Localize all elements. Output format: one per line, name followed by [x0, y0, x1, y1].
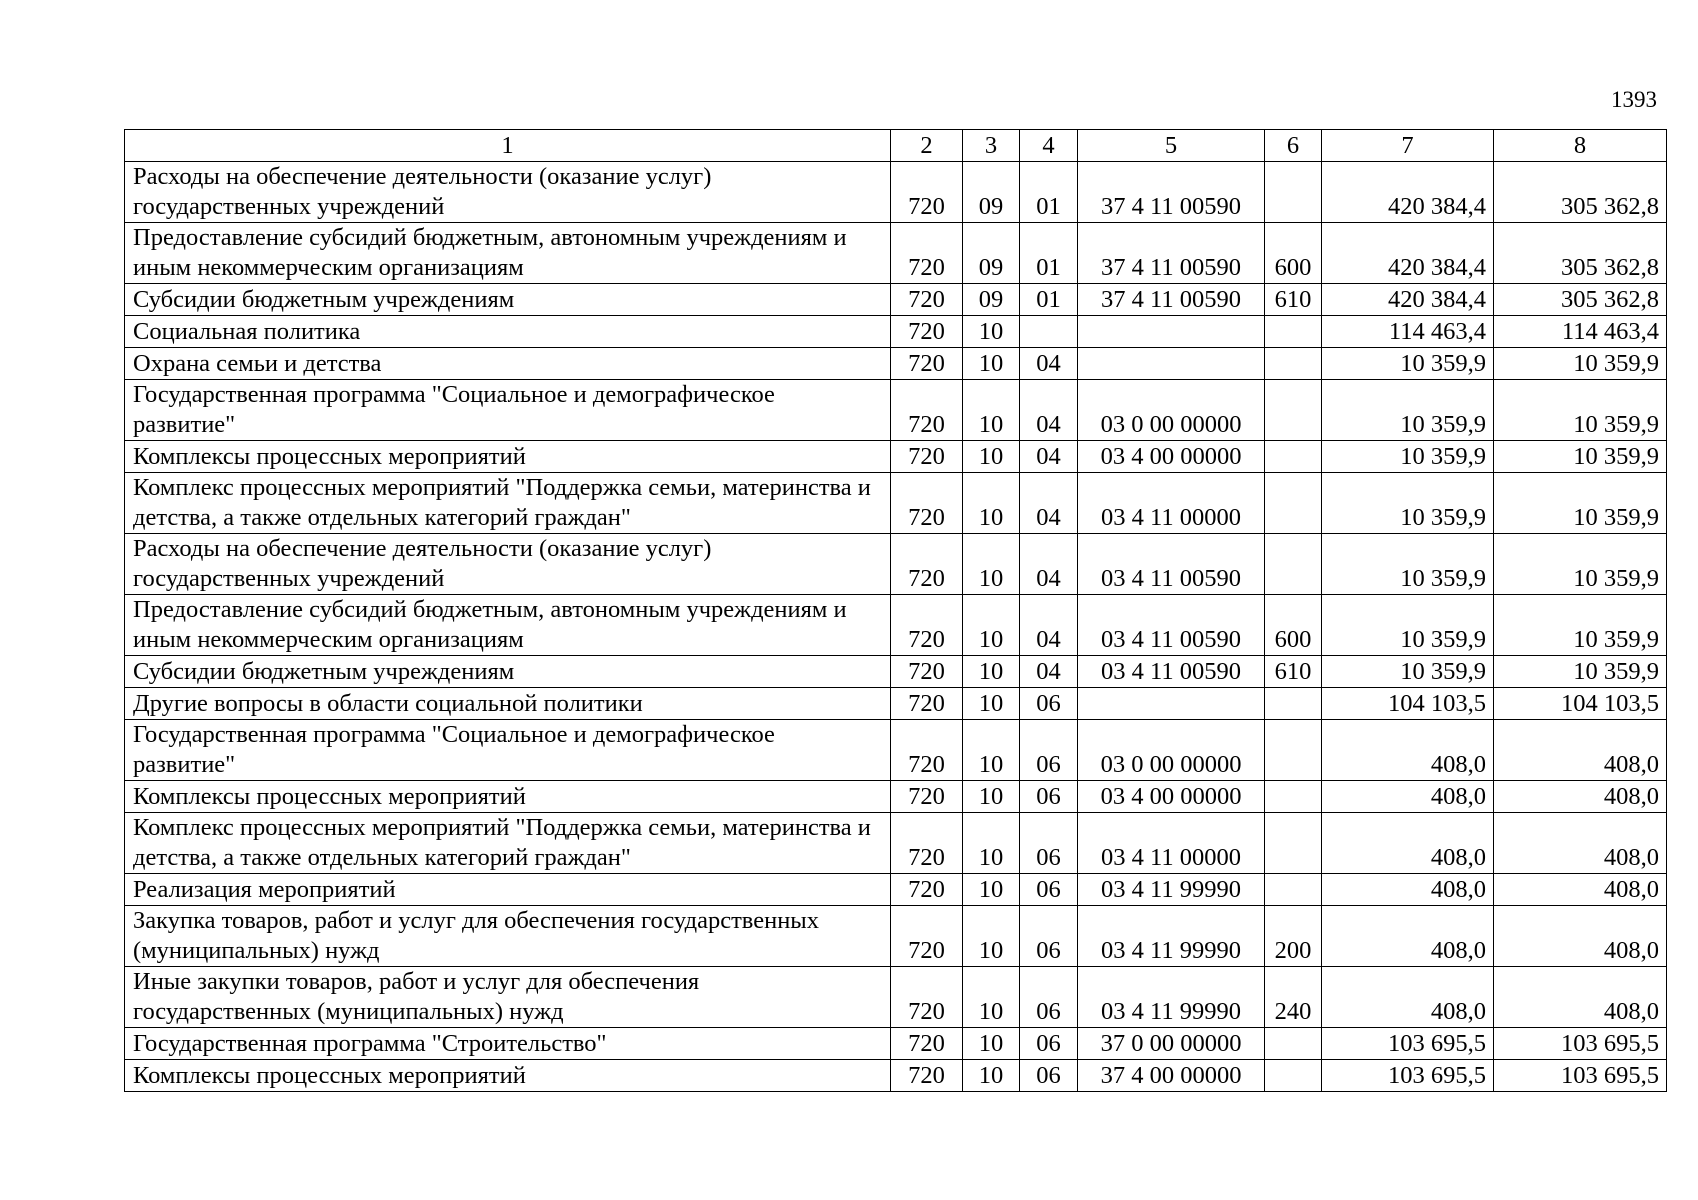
cell-section: 10 [963, 720, 1020, 781]
cell-ministry-code: 720 [891, 906, 963, 967]
cell-amount-col7: 10 359,9 [1322, 473, 1494, 534]
column-header: 1 [125, 130, 891, 162]
cell-target-article [1078, 348, 1265, 380]
table-row [125, 1060, 1667, 1092]
cell-target-article: 37 4 11 00590 [1078, 284, 1265, 316]
cell-target-article: 03 4 11 99990 [1078, 967, 1265, 1028]
table-row [125, 720, 1667, 781]
cell-ministry-code: 720 [891, 595, 963, 656]
table-row [125, 967, 1667, 1028]
column-header: 8 [1494, 130, 1667, 162]
cell-subsection: 06 [1020, 720, 1078, 781]
cell-ministry-code: 720 [891, 688, 963, 720]
cell-amount-col7: 10 359,9 [1322, 380, 1494, 441]
cell-ministry-code: 720 [891, 1028, 963, 1060]
row-description: Комплексы процессных мероприятий [125, 781, 891, 813]
cell-target-article: 37 4 00 00000 [1078, 1060, 1265, 1092]
cell-target-article [1078, 316, 1265, 348]
column-header: 6 [1265, 130, 1322, 162]
cell-amount-col8: 10 359,9 [1494, 473, 1667, 534]
cell-subsection: 04 [1020, 656, 1078, 688]
cell-section: 10 [963, 595, 1020, 656]
cell-subsection: 01 [1020, 162, 1078, 223]
cell-amount-col7: 104 103,5 [1322, 688, 1494, 720]
row-description: Субсидии бюджетным учреждениям [125, 284, 891, 316]
cell-amount-col7: 408,0 [1322, 874, 1494, 906]
cell-amount-col7: 408,0 [1322, 813, 1494, 874]
cell-expense-type [1265, 781, 1322, 813]
row-description: Комплекс процессных мероприятий "Поддержка семьи, материнства и детства, а также отдельных категорий граждан" [125, 473, 891, 534]
table-row [125, 595, 1667, 656]
cell-expense-type [1265, 441, 1322, 473]
cell-section: 10 [963, 348, 1020, 380]
row-description: Закупка товаров, работ и услуг для обеспечения государственных (муниципальных) нужд [125, 906, 891, 967]
row-description: Предоставление субсидий бюджетным, автономным учреждениям и иным некоммерческим организациям [125, 223, 891, 284]
row-description: Предоставление субсидий бюджетным, автономным учреждениям и иным некоммерческим организациям [125, 595, 891, 656]
cell-section: 09 [963, 162, 1020, 223]
cell-section: 10 [963, 688, 1020, 720]
cell-subsection: 06 [1020, 967, 1078, 1028]
table-row [125, 441, 1667, 473]
table-row [125, 534, 1667, 595]
table-row [125, 906, 1667, 967]
row-description: Комплексы процессных мероприятий [125, 441, 891, 473]
cell-expense-type [1265, 1028, 1322, 1060]
cell-expense-type: 610 [1265, 284, 1322, 316]
table-row [125, 223, 1667, 284]
table-row [125, 284, 1667, 316]
cell-target-article: 03 4 11 00590 [1078, 656, 1265, 688]
cell-expense-type [1265, 1060, 1322, 1092]
cell-subsection [1020, 316, 1078, 348]
row-description: Субсидии бюджетным учреждениям [125, 656, 891, 688]
table-row [125, 473, 1667, 534]
row-description: Другие вопросы в области социальной политики [125, 688, 891, 720]
cell-amount-col8: 408,0 [1494, 874, 1667, 906]
cell-expense-type: 600 [1265, 595, 1322, 656]
cell-expense-type: 200 [1265, 906, 1322, 967]
cell-amount-col8: 10 359,9 [1494, 380, 1667, 441]
cell-subsection: 06 [1020, 688, 1078, 720]
cell-ministry-code: 720 [891, 1060, 963, 1092]
column-header: 4 [1020, 130, 1078, 162]
cell-amount-col8: 10 359,9 [1494, 441, 1667, 473]
row-description: Охрана семьи и детства [125, 348, 891, 380]
cell-section: 10 [963, 473, 1020, 534]
cell-expense-type [1265, 874, 1322, 906]
cell-subsection: 01 [1020, 223, 1078, 284]
cell-expense-type [1265, 720, 1322, 781]
row-description: Социальная политика [125, 316, 891, 348]
cell-amount-col8: 305 362,8 [1494, 284, 1667, 316]
row-description: Комплексы процессных мероприятий [125, 1060, 891, 1092]
table-row [125, 656, 1667, 688]
cell-ministry-code: 720 [891, 162, 963, 223]
cell-amount-col7: 10 359,9 [1322, 534, 1494, 595]
cell-subsection: 04 [1020, 441, 1078, 473]
cell-amount-col8: 408,0 [1494, 813, 1667, 874]
column-header: 5 [1078, 130, 1265, 162]
cell-amount-col7: 10 359,9 [1322, 595, 1494, 656]
cell-section: 10 [963, 1060, 1020, 1092]
cell-amount-col7: 408,0 [1322, 781, 1494, 813]
column-header: 7 [1322, 130, 1494, 162]
cell-amount-col8: 10 359,9 [1494, 534, 1667, 595]
row-description: Государственная программа "Социальное и демографическое развитие" [125, 380, 891, 441]
cell-amount-col7: 420 384,4 [1322, 162, 1494, 223]
table-row [125, 688, 1667, 720]
cell-section: 10 [963, 813, 1020, 874]
cell-expense-type [1265, 813, 1322, 874]
cell-expense-type [1265, 473, 1322, 534]
header-row [125, 130, 1667, 162]
row-description: Реализация мероприятий [125, 874, 891, 906]
cell-expense-type: 600 [1265, 223, 1322, 284]
cell-amount-col7: 420 384,4 [1322, 223, 1494, 284]
cell-section: 09 [963, 284, 1020, 316]
cell-subsection: 06 [1020, 1060, 1078, 1092]
table-row [125, 874, 1667, 906]
cell-target-article: 37 4 11 00590 [1078, 223, 1265, 284]
row-description: Комплекс процессных мероприятий "Поддержка семьи, материнства и детства, а также отдельных категорий граждан" [125, 813, 891, 874]
row-description: Государственная программа "Социальное и демографическое развитие" [125, 720, 891, 781]
cell-subsection: 06 [1020, 781, 1078, 813]
cell-ministry-code: 720 [891, 284, 963, 316]
cell-amount-col8: 103 695,5 [1494, 1060, 1667, 1092]
cell-amount-col7: 420 384,4 [1322, 284, 1494, 316]
cell-ministry-code: 720 [891, 656, 963, 688]
cell-expense-type [1265, 688, 1322, 720]
table-row [125, 348, 1667, 380]
cell-ministry-code: 720 [891, 874, 963, 906]
cell-amount-col8: 305 362,8 [1494, 162, 1667, 223]
cell-section: 10 [963, 874, 1020, 906]
cell-amount-col8: 10 359,9 [1494, 348, 1667, 380]
cell-expense-type [1265, 316, 1322, 348]
cell-ministry-code: 720 [891, 720, 963, 781]
table-row [125, 813, 1667, 874]
cell-expense-type [1265, 348, 1322, 380]
cell-target-article: 03 4 00 00000 [1078, 441, 1265, 473]
cell-ministry-code: 720 [891, 967, 963, 1028]
cell-section: 10 [963, 656, 1020, 688]
cell-amount-col8: 10 359,9 [1494, 656, 1667, 688]
cell-expense-type [1265, 162, 1322, 223]
cell-amount-col8: 408,0 [1494, 720, 1667, 781]
cell-amount-col8: 114 463,4 [1494, 316, 1667, 348]
budget-table [124, 129, 1667, 1092]
cell-ministry-code: 720 [891, 441, 963, 473]
table-row [125, 316, 1667, 348]
cell-ministry-code: 720 [891, 223, 963, 284]
cell-amount-col8: 408,0 [1494, 781, 1667, 813]
cell-subsection: 04 [1020, 595, 1078, 656]
row-description: Иные закупки товаров, работ и услуг для обеспечения государственных (муниципальных) нужд [125, 967, 891, 1028]
cell-amount-col7: 10 359,9 [1322, 656, 1494, 688]
column-header: 2 [891, 130, 963, 162]
cell-subsection: 04 [1020, 348, 1078, 380]
cell-amount-col8: 103 695,5 [1494, 1028, 1667, 1060]
cell-subsection: 06 [1020, 813, 1078, 874]
cell-ministry-code: 720 [891, 534, 963, 595]
cell-amount-col8: 10 359,9 [1494, 595, 1667, 656]
cell-subsection: 06 [1020, 1028, 1078, 1060]
cell-target-article [1078, 688, 1265, 720]
cell-section: 10 [963, 906, 1020, 967]
table-row [125, 781, 1667, 813]
cell-ministry-code: 720 [891, 348, 963, 380]
cell-amount-col7: 408,0 [1322, 720, 1494, 781]
cell-subsection: 04 [1020, 473, 1078, 534]
cell-subsection: 06 [1020, 874, 1078, 906]
cell-section: 09 [963, 223, 1020, 284]
cell-ministry-code: 720 [891, 781, 963, 813]
cell-expense-type [1265, 380, 1322, 441]
cell-target-article: 03 4 11 00000 [1078, 813, 1265, 874]
cell-amount-col8: 104 103,5 [1494, 688, 1667, 720]
cell-target-article: 03 4 00 00000 [1078, 781, 1265, 813]
cell-target-article: 03 0 00 00000 [1078, 380, 1265, 441]
cell-amount-col7: 408,0 [1322, 906, 1494, 967]
row-description: Расходы на обеспечение деятельности (оказание услуг) государственных учреждений [125, 162, 891, 223]
cell-subsection: 04 [1020, 380, 1078, 441]
cell-ministry-code: 720 [891, 473, 963, 534]
cell-target-article: 37 0 00 00000 [1078, 1028, 1265, 1060]
cell-subsection: 04 [1020, 534, 1078, 595]
cell-amount-col7: 408,0 [1322, 967, 1494, 1028]
cell-amount-col7: 103 695,5 [1322, 1028, 1494, 1060]
cell-target-article: 37 4 11 00590 [1078, 162, 1265, 223]
cell-section: 10 [963, 441, 1020, 473]
cell-target-article: 03 4 11 00590 [1078, 534, 1265, 595]
cell-section: 10 [963, 967, 1020, 1028]
table-row [125, 162, 1667, 223]
cell-section: 10 [963, 1028, 1020, 1060]
cell-section: 10 [963, 316, 1020, 348]
cell-expense-type: 240 [1265, 967, 1322, 1028]
cell-target-article: 03 4 11 00000 [1078, 473, 1265, 534]
cell-target-article: 03 0 00 00000 [1078, 720, 1265, 781]
cell-subsection: 06 [1020, 906, 1078, 967]
cell-target-article: 03 4 11 99990 [1078, 906, 1265, 967]
cell-expense-type [1265, 534, 1322, 595]
cell-amount-col7: 103 695,5 [1322, 1060, 1494, 1092]
cell-amount-col8: 408,0 [1494, 906, 1667, 967]
cell-subsection: 01 [1020, 284, 1078, 316]
row-description: Государственная программа "Строительство" [125, 1028, 891, 1060]
cell-amount-col7: 10 359,9 [1322, 348, 1494, 380]
cell-section: 10 [963, 534, 1020, 595]
cell-amount-col7: 114 463,4 [1322, 316, 1494, 348]
table-row [125, 380, 1667, 441]
cell-target-article: 03 4 11 99990 [1078, 874, 1265, 906]
cell-amount-col8: 305 362,8 [1494, 223, 1667, 284]
cell-target-article: 03 4 11 00590 [1078, 595, 1265, 656]
column-header: 3 [963, 130, 1020, 162]
cell-amount-col8: 408,0 [1494, 967, 1667, 1028]
row-description: Расходы на обеспечение деятельности (оказание услуг) государственных учреждений [125, 534, 891, 595]
cell-section: 10 [963, 380, 1020, 441]
cell-ministry-code: 720 [891, 380, 963, 441]
cell-ministry-code: 720 [891, 316, 963, 348]
cell-section: 10 [963, 781, 1020, 813]
page-number: 1393 [1611, 87, 1657, 112]
table-row [125, 1028, 1667, 1060]
cell-ministry-code: 720 [891, 813, 963, 874]
cell-expense-type: 610 [1265, 656, 1322, 688]
cell-amount-col7: 10 359,9 [1322, 441, 1494, 473]
